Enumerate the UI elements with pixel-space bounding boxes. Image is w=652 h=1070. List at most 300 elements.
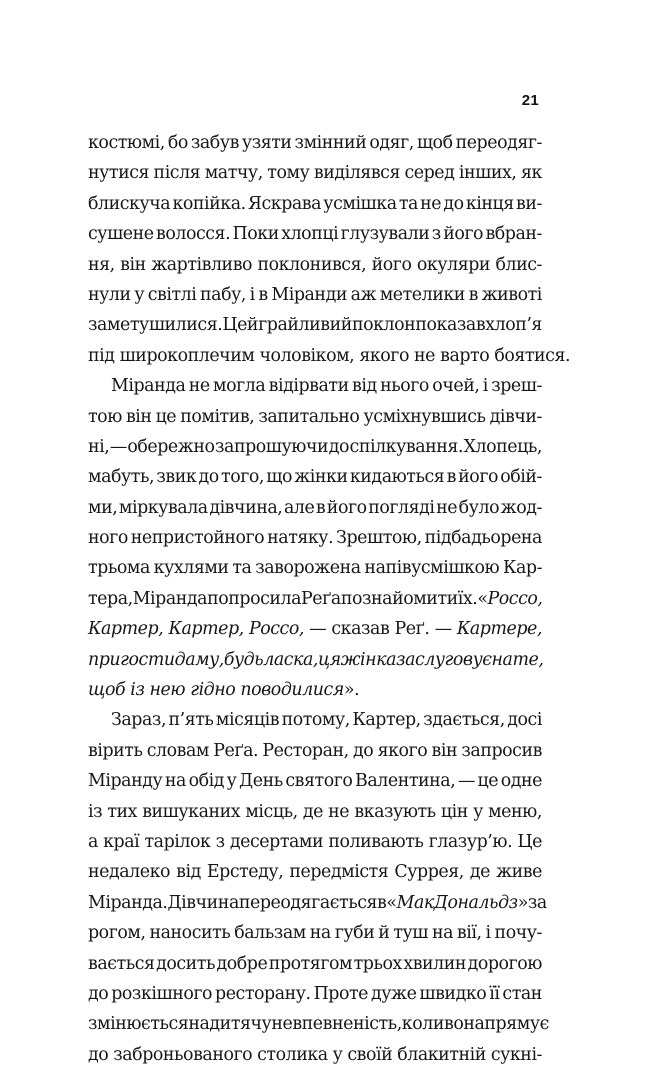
word bbox=[347, 1040, 392, 1070]
word bbox=[458, 462, 498, 492]
word bbox=[88, 341, 570, 371]
word bbox=[371, 979, 416, 1009]
text-run: « bbox=[477, 588, 488, 609]
text-run: та bbox=[232, 558, 252, 579]
word bbox=[257, 250, 366, 280]
word bbox=[423, 705, 505, 735]
text-run: звик bbox=[156, 467, 197, 488]
word bbox=[368, 493, 434, 523]
word bbox=[341, 219, 430, 249]
text-run: переодяг- bbox=[455, 133, 542, 153]
word bbox=[245, 797, 297, 827]
word bbox=[316, 493, 325, 523]
word bbox=[354, 797, 435, 827]
text-run: кухлями bbox=[153, 558, 229, 579]
word bbox=[399, 189, 418, 219]
text-run: очей, bbox=[432, 376, 480, 397]
text-run: до bbox=[353, 740, 374, 761]
text-run: у bbox=[332, 1044, 343, 1065]
word bbox=[131, 523, 264, 553]
word bbox=[88, 432, 109, 462]
text-run: Поки bbox=[232, 224, 279, 245]
word bbox=[207, 584, 301, 614]
text-run: на bbox=[309, 923, 331, 944]
text-run: відірвати bbox=[268, 376, 349, 397]
text-line bbox=[88, 766, 542, 796]
word bbox=[500, 462, 542, 492]
text-run: підбадьорена bbox=[424, 528, 542, 549]
text-run: Проте bbox=[313, 983, 369, 1004]
text-run: як bbox=[520, 163, 542, 184]
word bbox=[232, 553, 251, 583]
text-run: в bbox=[468, 284, 478, 305]
word bbox=[458, 766, 475, 796]
text-run: святого bbox=[285, 771, 353, 792]
word bbox=[111, 979, 212, 1009]
word bbox=[88, 158, 149, 188]
text-run: не bbox=[328, 801, 350, 822]
word bbox=[393, 918, 428, 948]
word bbox=[227, 766, 237, 796]
word bbox=[154, 553, 229, 583]
text-run: познайомити bbox=[340, 588, 458, 609]
text-run: напівусмішкою bbox=[364, 558, 500, 579]
text-run: попросила bbox=[207, 588, 302, 609]
word bbox=[258, 402, 359, 432]
text-run: від bbox=[352, 376, 377, 397]
text-run: у bbox=[473, 801, 483, 822]
text-run: наносить bbox=[149, 923, 231, 944]
word bbox=[351, 280, 376, 310]
text-run: він bbox=[431, 740, 458, 761]
word bbox=[503, 553, 542, 583]
word bbox=[364, 553, 499, 583]
word bbox=[417, 128, 453, 158]
word bbox=[207, 857, 283, 887]
text-run: серед bbox=[404, 163, 455, 184]
word bbox=[517, 827, 542, 857]
word bbox=[459, 493, 499, 523]
text-run: ви- bbox=[516, 193, 542, 214]
text-run: краї bbox=[103, 831, 140, 852]
text-run: їх. bbox=[457, 588, 478, 609]
italic-text: пригости bbox=[88, 649, 175, 670]
word bbox=[459, 158, 517, 188]
word bbox=[88, 189, 170, 219]
text-line bbox=[88, 614, 542, 644]
word bbox=[255, 553, 360, 583]
word bbox=[333, 1040, 343, 1070]
text-run: вається bbox=[88, 953, 155, 974]
word bbox=[271, 280, 347, 310]
text-run: де bbox=[469, 862, 491, 883]
text-run: натяку. bbox=[267, 528, 334, 549]
word bbox=[216, 827, 225, 857]
text-run: заворожена bbox=[255, 558, 361, 579]
text-run: поклон bbox=[351, 315, 416, 336]
text-run: що bbox=[266, 467, 292, 488]
word bbox=[88, 250, 115, 280]
text-run: Зараз, bbox=[111, 710, 167, 731]
text-run: дорогою bbox=[467, 953, 542, 974]
text-line bbox=[88, 705, 542, 735]
text-run: рогом, bbox=[88, 923, 146, 944]
word bbox=[242, 128, 292, 158]
text-run: — bbox=[309, 619, 327, 640]
text-run: вірить bbox=[88, 740, 143, 761]
text-run: тарілок bbox=[144, 831, 211, 852]
word bbox=[314, 979, 368, 1009]
italic-text: на bbox=[491, 649, 513, 670]
italic-text: даму, bbox=[174, 649, 224, 670]
text-run: з bbox=[431, 224, 441, 245]
word bbox=[502, 979, 542, 1009]
word bbox=[378, 736, 428, 766]
text-run: жод- bbox=[500, 497, 542, 518]
word bbox=[484, 1009, 549, 1039]
italic-text: Картер, bbox=[168, 619, 244, 640]
text-run: почу- bbox=[494, 923, 542, 944]
text-run: на bbox=[431, 923, 453, 944]
text-run: з bbox=[215, 831, 225, 852]
text-run: Реґа. bbox=[213, 740, 259, 761]
word bbox=[120, 250, 146, 280]
text-run: його bbox=[326, 497, 367, 518]
word bbox=[483, 371, 488, 401]
word bbox=[341, 645, 396, 675]
text-run: жартівливо bbox=[151, 254, 253, 275]
word bbox=[88, 310, 222, 340]
text-line bbox=[88, 797, 542, 827]
text-run: невпевненість, bbox=[271, 1014, 402, 1035]
word bbox=[495, 918, 542, 948]
text-run: День bbox=[239, 771, 283, 792]
word bbox=[154, 158, 201, 188]
word bbox=[341, 584, 458, 614]
word bbox=[380, 280, 465, 310]
text-line bbox=[88, 736, 542, 766]
text-run: було bbox=[458, 497, 500, 518]
word bbox=[156, 949, 215, 979]
word bbox=[199, 462, 219, 492]
text-run: ». bbox=[343, 680, 360, 701]
word bbox=[303, 797, 323, 827]
text-run: поклонився, bbox=[257, 254, 367, 275]
text-line bbox=[88, 462, 542, 492]
text-run: забув bbox=[190, 133, 239, 153]
word bbox=[133, 584, 207, 614]
text-run: стан bbox=[502, 983, 542, 1004]
text-run: десертами bbox=[229, 831, 324, 852]
text-run: меню, bbox=[488, 801, 542, 822]
word bbox=[103, 827, 139, 857]
word bbox=[295, 128, 367, 158]
text-run: запрошуючи bbox=[215, 436, 329, 457]
text-run: кінця bbox=[465, 193, 514, 214]
word bbox=[490, 402, 542, 432]
text-line bbox=[88, 584, 542, 614]
text-run: мабуть, bbox=[88, 467, 155, 488]
text-run: цін bbox=[440, 801, 468, 822]
text-run: могла bbox=[213, 376, 266, 397]
word bbox=[88, 280, 131, 310]
word bbox=[432, 736, 458, 766]
text-run: аж bbox=[350, 284, 377, 305]
word bbox=[213, 736, 258, 766]
text-line bbox=[88, 341, 571, 371]
word bbox=[289, 857, 388, 887]
word bbox=[142, 797, 240, 827]
word bbox=[267, 158, 309, 188]
word bbox=[88, 918, 146, 948]
text-run: до bbox=[198, 467, 219, 488]
text-run: Реґ. bbox=[394, 619, 430, 640]
word bbox=[482, 280, 542, 310]
word bbox=[386, 888, 528, 918]
word bbox=[248, 189, 321, 219]
text-run: Дівчина bbox=[167, 892, 239, 913]
word bbox=[180, 402, 254, 432]
text-run: поливають bbox=[328, 831, 424, 852]
word bbox=[267, 523, 333, 553]
text-run: блакитній bbox=[397, 1044, 486, 1065]
text-run: п’ять bbox=[168, 710, 214, 731]
text-run: грайливий bbox=[258, 315, 352, 336]
word bbox=[402, 1009, 444, 1039]
word bbox=[457, 918, 482, 948]
text-run: зреш- bbox=[491, 376, 542, 397]
text-run: сушене bbox=[88, 224, 154, 245]
word bbox=[230, 827, 323, 857]
text-run: столика bbox=[257, 1044, 328, 1065]
word bbox=[435, 614, 452, 644]
word bbox=[507, 705, 542, 735]
text-line bbox=[88, 310, 542, 340]
text-run: дитячу bbox=[209, 1014, 272, 1035]
text-run: хвилин bbox=[403, 953, 467, 974]
word bbox=[469, 280, 478, 310]
word bbox=[258, 280, 267, 310]
text-run: в bbox=[258, 284, 268, 305]
italic-text: Картер, bbox=[88, 619, 164, 640]
text-run: одяг, bbox=[369, 133, 414, 153]
body-text bbox=[88, 128, 571, 1070]
text-run: « bbox=[386, 892, 397, 913]
text-run: губи bbox=[334, 923, 375, 944]
text-run: сказав bbox=[331, 619, 390, 640]
text-run: у bbox=[226, 771, 237, 792]
word bbox=[350, 462, 444, 492]
text-line bbox=[88, 280, 542, 310]
text-run: він bbox=[125, 406, 152, 427]
word bbox=[364, 402, 486, 432]
word bbox=[88, 1009, 188, 1039]
word bbox=[151, 250, 252, 280]
word bbox=[107, 797, 137, 827]
text-run: її bbox=[489, 983, 500, 1004]
text-run: Кар- bbox=[502, 558, 542, 579]
text-line bbox=[88, 219, 542, 249]
word bbox=[257, 1040, 328, 1070]
text-run: не bbox=[420, 193, 442, 214]
word bbox=[496, 857, 542, 887]
word bbox=[215, 979, 311, 1009]
text-run: Міранди bbox=[271, 284, 347, 305]
word bbox=[145, 827, 211, 857]
text-run: його bbox=[371, 254, 412, 275]
word bbox=[516, 189, 542, 219]
word bbox=[271, 1009, 401, 1039]
italic-text: те, bbox=[512, 649, 544, 670]
word bbox=[327, 493, 367, 523]
word bbox=[233, 219, 279, 249]
text-line bbox=[88, 553, 542, 583]
word bbox=[216, 705, 279, 735]
text-run: жінки bbox=[294, 467, 348, 488]
word bbox=[234, 918, 306, 948]
page-number: 21 bbox=[521, 92, 539, 109]
text-run: усміхнувшись bbox=[363, 406, 486, 427]
text-run: ні, bbox=[88, 436, 110, 457]
word bbox=[352, 310, 415, 340]
word bbox=[492, 645, 513, 675]
word bbox=[285, 766, 352, 796]
word bbox=[415, 310, 485, 340]
text-run: Міранду bbox=[88, 771, 163, 792]
text-run: де bbox=[302, 801, 323, 822]
text-run: Суррея, bbox=[394, 862, 464, 883]
text-run: не bbox=[436, 497, 458, 518]
text-run: на bbox=[164, 771, 186, 792]
word bbox=[215, 432, 328, 462]
text-run: тера, bbox=[88, 588, 133, 609]
text-run: світлі bbox=[147, 284, 197, 305]
text-run: обід bbox=[188, 771, 224, 792]
text-run: Цей bbox=[222, 315, 259, 336]
word bbox=[432, 371, 479, 401]
text-run: бо bbox=[167, 133, 188, 153]
text-run: Міранда bbox=[111, 376, 186, 397]
text-run: в bbox=[446, 467, 456, 488]
word bbox=[88, 128, 165, 158]
word bbox=[323, 189, 396, 219]
word bbox=[318, 645, 341, 675]
word bbox=[266, 462, 292, 492]
text-run: узяти bbox=[241, 133, 292, 153]
word bbox=[191, 128, 239, 158]
text-run: трьох bbox=[353, 953, 402, 974]
italic-text: будь bbox=[223, 649, 264, 670]
word bbox=[443, 219, 483, 249]
text-run: виділявся bbox=[313, 163, 400, 184]
text-run: його bbox=[443, 224, 484, 245]
word bbox=[470, 857, 490, 887]
text-run: показав bbox=[415, 315, 486, 336]
word bbox=[464, 432, 542, 462]
word bbox=[397, 1040, 486, 1070]
text-run: — bbox=[457, 771, 475, 792]
text-run: запитально bbox=[258, 406, 360, 427]
text-run: й bbox=[378, 923, 390, 944]
text-line bbox=[88, 402, 542, 432]
word bbox=[461, 736, 542, 766]
text-run: туш bbox=[393, 923, 429, 944]
text-run: живе bbox=[496, 862, 542, 883]
text-run: міркувала bbox=[118, 497, 208, 518]
word bbox=[113, 1040, 252, 1070]
italic-text: щоб із нею гідно поводилися bbox=[88, 680, 344, 701]
text-line bbox=[88, 371, 542, 401]
word bbox=[447, 462, 456, 492]
text-line bbox=[88, 493, 542, 523]
word bbox=[88, 675, 359, 705]
text-run: за bbox=[527, 892, 547, 913]
word bbox=[88, 219, 154, 249]
word bbox=[222, 310, 258, 340]
word bbox=[269, 949, 352, 979]
text-line bbox=[88, 250, 542, 280]
word bbox=[224, 645, 263, 675]
text-run: здається, bbox=[423, 710, 505, 731]
text-line bbox=[88, 857, 542, 887]
text-run: до bbox=[328, 436, 350, 457]
word bbox=[473, 797, 483, 827]
italic-text: МакДональдз bbox=[396, 892, 518, 913]
text-run: розкішного bbox=[111, 983, 213, 1004]
word bbox=[176, 857, 201, 887]
word bbox=[169, 614, 244, 644]
text-run: його bbox=[458, 467, 498, 488]
text-run: коли bbox=[401, 1014, 444, 1035]
word bbox=[501, 493, 542, 523]
text-run: нули bbox=[88, 284, 131, 305]
word bbox=[156, 402, 177, 432]
word bbox=[209, 493, 282, 523]
text-run: до bbox=[88, 1044, 109, 1065]
word bbox=[444, 1009, 484, 1039]
text-run: сукні- bbox=[490, 1044, 542, 1065]
text-run: трьома bbox=[88, 558, 150, 579]
word bbox=[404, 158, 454, 188]
text-run: дівчина, bbox=[209, 497, 283, 518]
word bbox=[134, 280, 144, 310]
text-run: спілкування. bbox=[349, 436, 464, 457]
text-run: якого bbox=[377, 740, 428, 761]
word bbox=[165, 766, 186, 796]
text-run: до bbox=[88, 983, 109, 1004]
text-run: Ресторан, bbox=[262, 740, 349, 761]
text-run: непристойного bbox=[130, 528, 265, 549]
word bbox=[88, 523, 128, 553]
word bbox=[239, 888, 377, 918]
text-run: від bbox=[176, 862, 201, 883]
text-run: Валентина, bbox=[355, 771, 456, 792]
text-run: Зрештою, bbox=[336, 528, 422, 549]
text-run: інших, bbox=[458, 163, 517, 184]
text-run: Міранда bbox=[132, 588, 208, 609]
text-run: це bbox=[477, 771, 499, 792]
word bbox=[216, 949, 267, 979]
text-run: обій- bbox=[500, 467, 542, 488]
word bbox=[328, 827, 423, 857]
text-run: ня, bbox=[88, 254, 115, 275]
text-run: волосся. bbox=[156, 224, 231, 245]
text-run: вії, bbox=[456, 923, 482, 944]
word bbox=[352, 371, 377, 401]
text-line bbox=[88, 979, 542, 1009]
word bbox=[512, 645, 543, 675]
text-run: на bbox=[188, 1014, 210, 1035]
